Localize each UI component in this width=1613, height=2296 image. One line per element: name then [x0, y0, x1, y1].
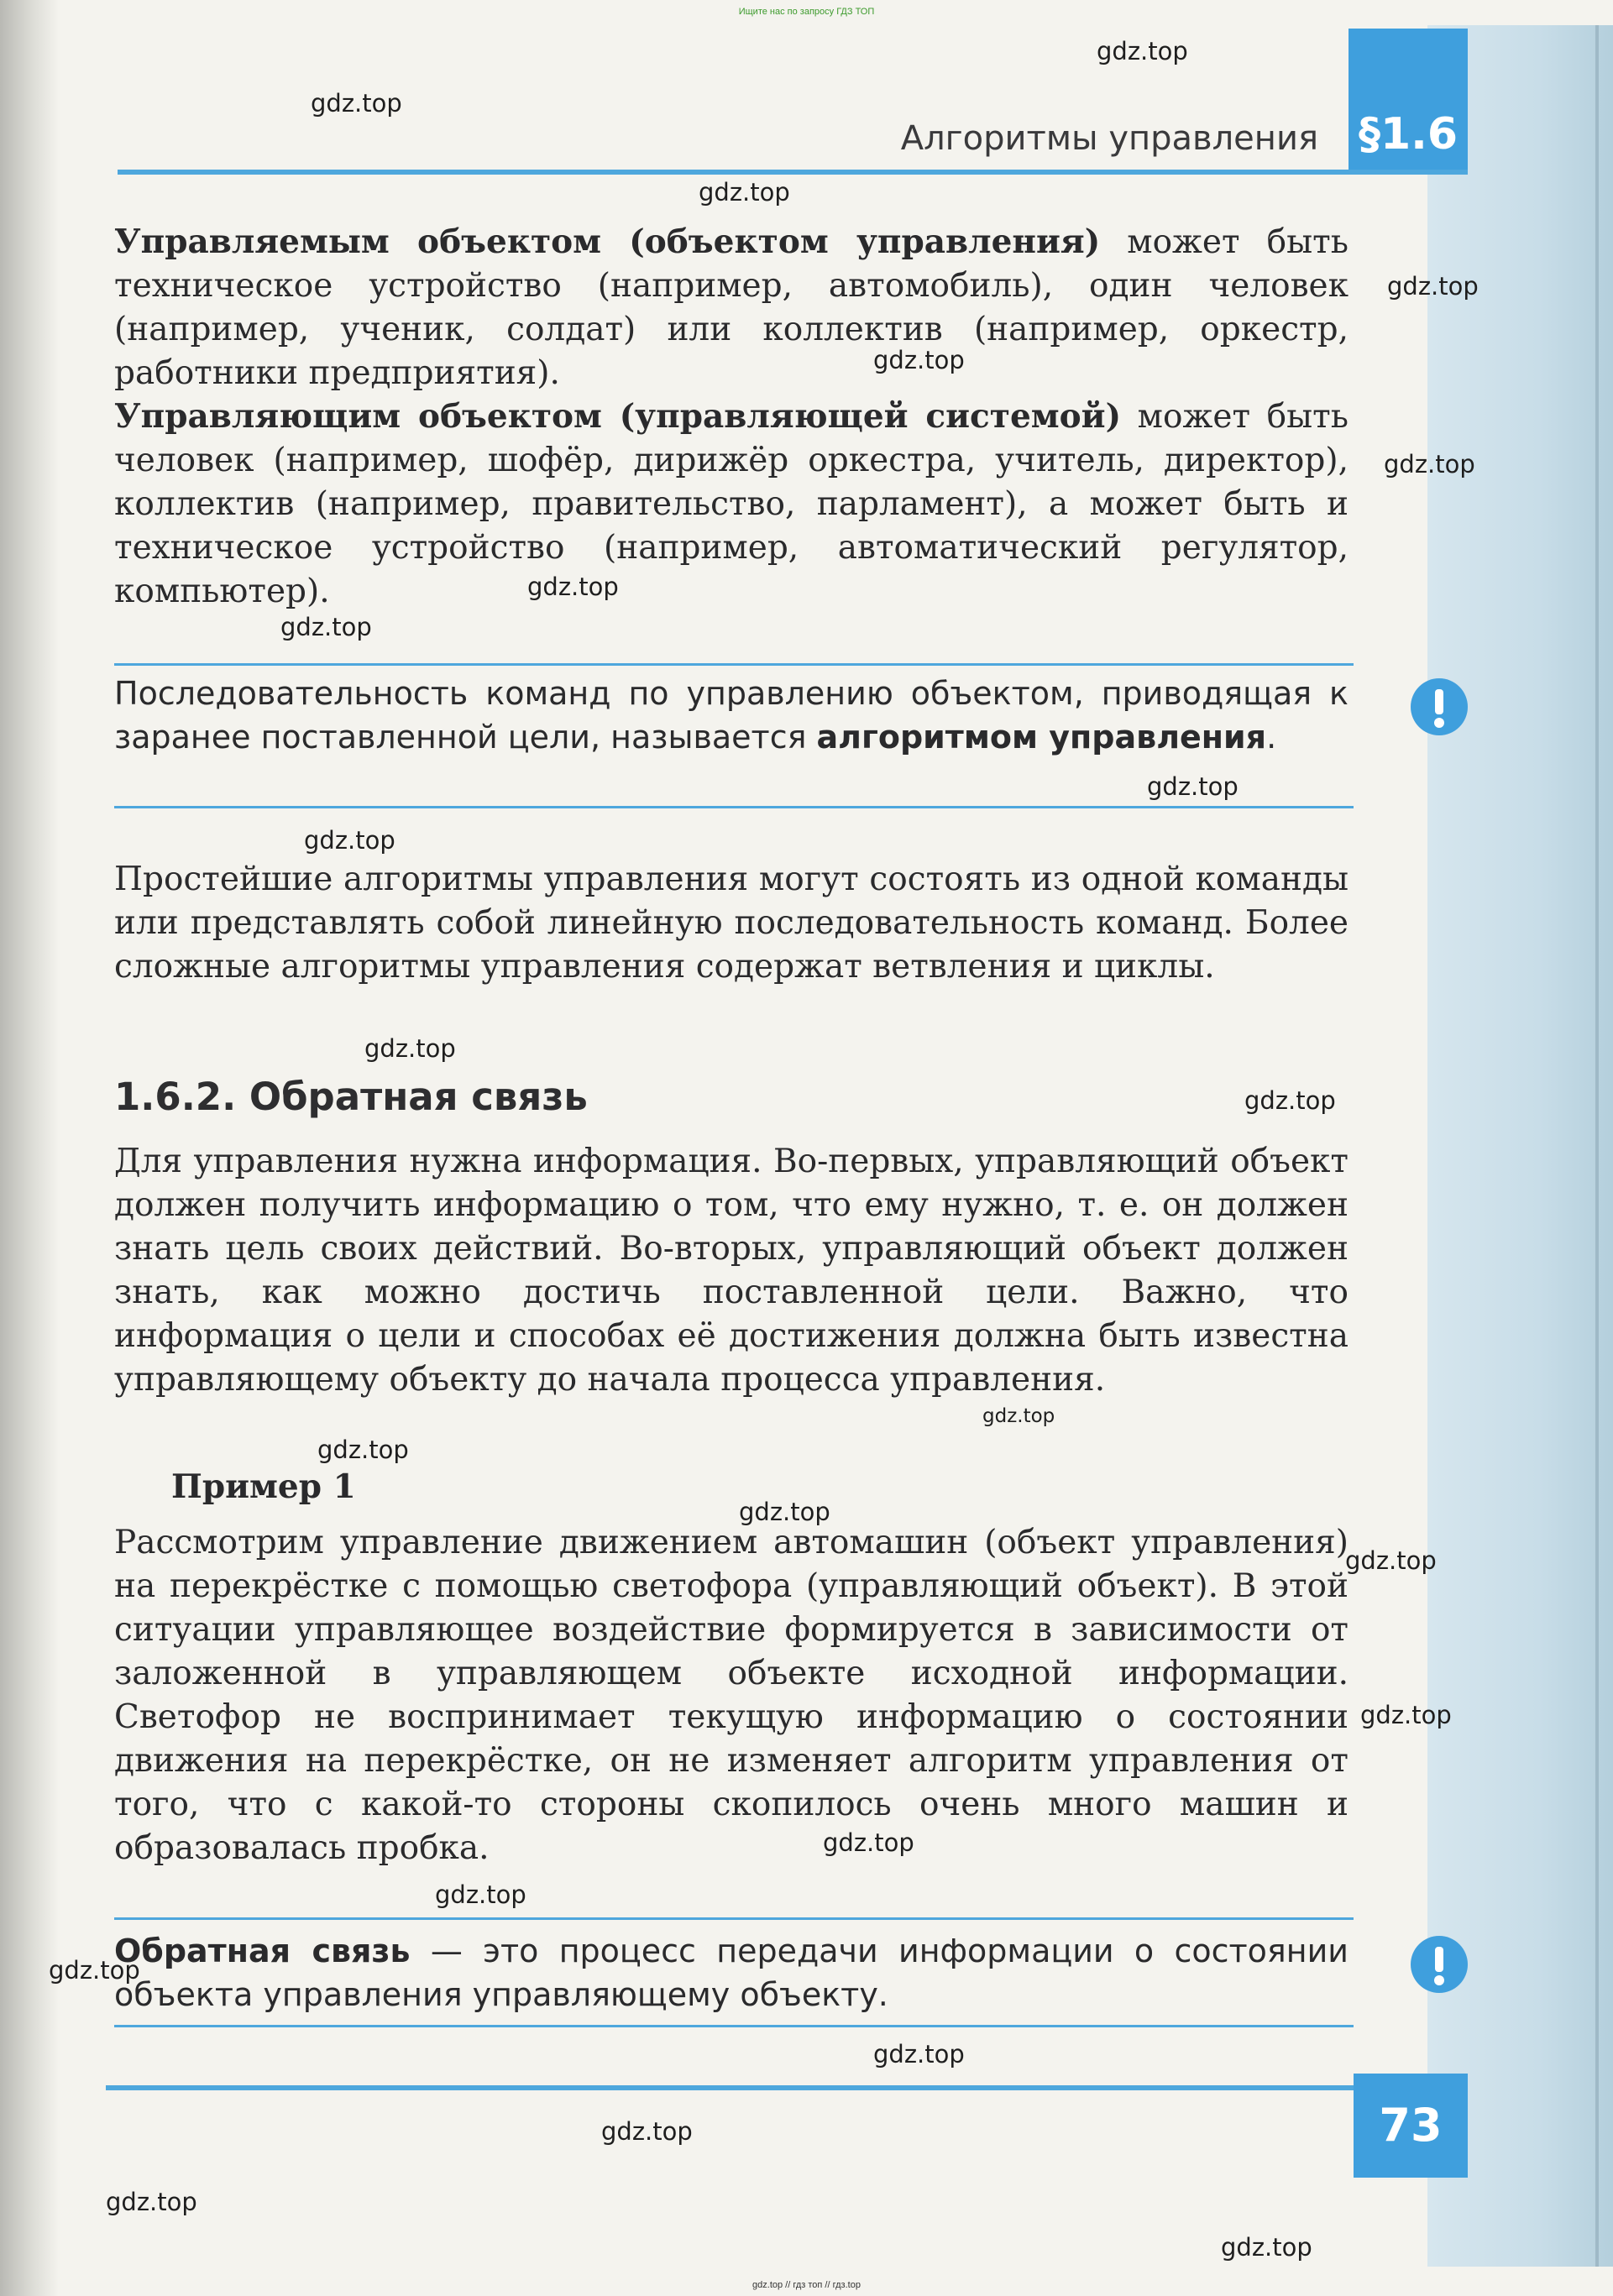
watermark: gdz.top	[527, 573, 619, 601]
watermark: gdz.top	[1384, 450, 1475, 479]
watermark: gdz.top	[1147, 772, 1239, 801]
term-control-algorithm: алгоритмом управления	[816, 719, 1267, 756]
watermark: gdz.top	[311, 89, 402, 118]
definition-end: .	[1266, 719, 1277, 756]
paragraph-text: может быть техническое устройство (например, автомобиль), один человек (например, ученик, солдат) или коллектив (например, оркестр, работники предприятия).	[114, 223, 1349, 392]
watermark: gdz.top	[1221, 2233, 1312, 2262]
definition-rule-top	[114, 1917, 1354, 1920]
footer-rule	[106, 2085, 1362, 2090]
definition-rule-top	[114, 663, 1354, 666]
header-title: Алгоритмы управления	[900, 119, 1318, 158]
watermark: gdz.top	[317, 1436, 409, 1464]
watermark: gdz.top	[1244, 1086, 1336, 1115]
page-edge-strip	[1427, 25, 1613, 2267]
watermark: gdz.top	[280, 613, 372, 641]
term-controlled-object: Управляемым объектом (объектом управления)	[114, 222, 1101, 261]
page-number: 73	[1354, 2074, 1468, 2178]
watermark: gdz.top	[304, 826, 395, 855]
paragraph-example-traffic-light: Рассмотрим управление движением автомашин (объект управления) на перекрёстке с помощью светофора (управляющий объект). В этой ситуации управляющее воздействие формируется в зависимости от заложенной в управляющем объекте исходной информации. Светофор не воспринимает текущую информацию о состоянии движения на перекрёстке, он не изменяет алгоритм управления от того, что с какой-то стороны скопилось очень много машин и образовалась пробка.	[114, 1524, 1349, 1867]
definition-text: — это процесс передачи информации о состоянии объекта управления управляющему объекту.	[114, 1933, 1349, 2013]
watermark: gdz.top	[49, 1956, 140, 1985]
watermark: gdz.top	[982, 1405, 1055, 1427]
top-note: Ищите нас по запросу ГДЗ ТОП	[738, 7, 875, 17]
watermark: gdz.top	[1387, 272, 1479, 301]
definition-control-algorithm	[114, 672, 1349, 759]
page-binding-shadow	[0, 0, 59, 2296]
watermark: gdz.top	[435, 1880, 526, 1909]
bottom-note: gdz.top // гдз топ // гдз.top	[752, 2280, 861, 2290]
example-label: Пример 1	[171, 1467, 356, 1506]
header-rule	[118, 170, 1468, 175]
watermark: gdz.top	[1097, 37, 1188, 65]
paragraph-controlled-object	[114, 220, 1349, 395]
definition-rule-bottom	[114, 2025, 1354, 2027]
section-heading: 1.6.2. Обратная связь	[114, 1075, 588, 1119]
watermark: gdz.top	[873, 346, 965, 374]
paragraph-controlling-object	[114, 395, 1349, 614]
definition-rule-bottom	[114, 806, 1354, 808]
watermark: gdz.top	[699, 178, 790, 207]
paragraph-simple-algorithms: Простейшие алгоритмы управления могут состоять из одной команды или представлять собой линейную последовательность команд. Более сложные алгоритмы управления содержат ветвления и циклы.	[114, 860, 1349, 986]
watermark: gdz.top	[601, 2117, 693, 2146]
watermark: gdz.top	[106, 2188, 197, 2216]
exclamation-icon	[1411, 678, 1468, 735]
watermark: gdz.top	[739, 1498, 830, 1526]
paragraph-information-needed: Для управления нужна информация. Во-первых, управляющий объект должен получить информацию о том, что ему нужно, т. е. он должен знать цель своих действий. Во-вторых, управляющий объект должен знать, как можно достичь поставленной цели. Важно, что информация о цели и способах её достижения должна быть известна управляющему объекту до начала процесса управления.	[114, 1143, 1349, 1399]
definition-text: Последовательность команд по управлению объектом, приводящая к заранее поставленной цели, называется	[114, 675, 1349, 756]
watermark: gdz.top	[364, 1034, 456, 1063]
term-feedback: Обратная связь	[114, 1933, 411, 1969]
term-controlling-object: Управляющим объектом (управляющей системой)	[114, 397, 1122, 436]
watermark: gdz.top	[1360, 1701, 1452, 1729]
definition-feedback	[114, 1929, 1349, 2016]
watermark: gdz.top	[823, 1828, 914, 1857]
watermark: gdz.top	[1345, 1546, 1437, 1575]
exclamation-icon	[1411, 1936, 1468, 1993]
paragraph-text: может быть человек (например, шофёр, дирижёр оркестра, учитель, директор), коллектив (например, правительство, парламент), а может быть и техническое устройство (например, автоматический регулятор, компьютер).	[114, 398, 1349, 610]
watermark: gdz.top	[873, 2040, 965, 2068]
section-tab: §1.6	[1349, 29, 1468, 175]
